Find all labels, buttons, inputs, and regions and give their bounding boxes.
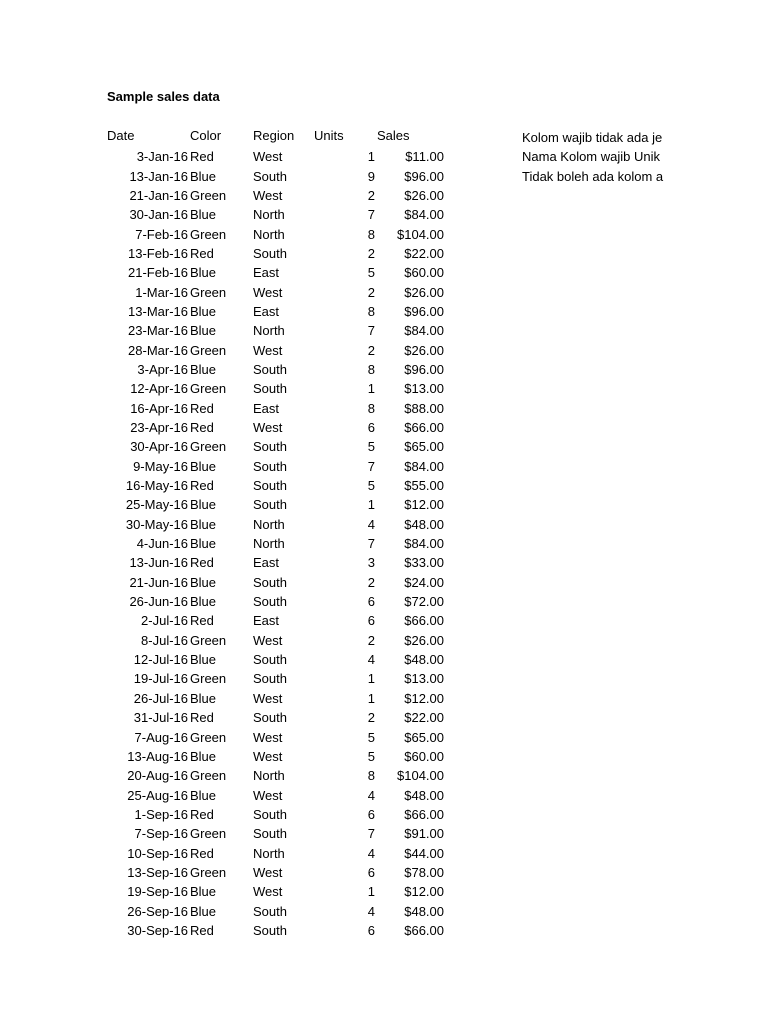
cell-color: Blue [190,516,217,532]
cell-sales: $22.00 [404,245,444,261]
table-row [0,283,768,302]
table-row [0,611,768,630]
cell-sales: $48.00 [404,516,444,532]
cell-units: 2 [367,574,375,590]
table-row [0,863,768,882]
cell-date: 16-Apr-16 [130,400,188,416]
cell-date: 3-Apr-16 [137,361,188,377]
table-row [0,592,768,611]
cell-sales: $84.00 [404,536,444,552]
cell-date: 7-Sep-16 [134,826,188,842]
cell-color: Green [190,284,227,300]
cell-date: 13-Jun-16 [129,555,188,571]
cell-region: North [253,323,285,339]
cell-sales: $84.00 [404,323,444,339]
cell-color: Blue [190,303,217,319]
cell-sales: $96.00 [404,303,444,319]
cell-color: Red [190,478,214,494]
cell-color: Red [190,710,214,726]
cell-color: Blue [190,690,217,706]
cell-date: 20-Aug-16 [127,768,188,784]
cell-region: West [253,748,283,764]
cell-color: Red [190,613,214,629]
cell-region: West [253,149,283,165]
cell-sales: $12.00 [404,884,444,900]
cell-region: South [253,245,287,261]
cell-sales: $44.00 [404,845,444,861]
cell-color: Blue [190,652,217,668]
cell-sales: $55.00 [404,478,444,494]
cell-units: 7 [367,323,375,339]
cell-date: 28-Mar-16 [128,342,188,358]
cell-units: 2 [367,632,375,648]
cell-region: West [253,864,283,880]
cell-date: 12-Apr-16 [130,381,188,397]
sheet-title: Sample sales data [107,89,220,104]
cell-color: Green [190,226,227,242]
cell-units: 5 [367,748,375,764]
cell-date: 13-Sep-16 [127,864,188,880]
cell-date: 19-Sep-16 [127,884,188,900]
cell-color: Blue [190,594,217,610]
cell-date: 13-Jan-16 [129,168,188,184]
cell-units: 7 [367,826,375,842]
cell-sales: $26.00 [404,284,444,300]
cell-date: 9-May-16 [133,458,188,474]
cell-date: 4-Jun-16 [136,536,188,552]
table-row [0,225,768,244]
cell-region: East [253,303,280,319]
header-region: Region [253,128,295,143]
cell-units: 1 [367,884,375,900]
header-date: Date [107,128,135,143]
cell-sales: $66.00 [404,922,444,938]
cell-color: Red [190,555,214,571]
cell-sales: $91.00 [404,826,444,842]
table-row [0,669,768,688]
cell-sales: $48.00 [404,787,444,803]
cell-units: 8 [367,361,375,377]
cell-color: Blue [190,207,217,223]
cell-region: East [253,265,280,281]
cell-date: 30-Sep-16 [127,922,188,938]
notes-column [522,128,768,186]
cell-region: South [253,361,287,377]
table-row [0,437,768,456]
cell-units: 6 [367,806,375,822]
table-row [0,553,768,572]
cell-units: 1 [367,381,375,397]
table-row [0,766,768,785]
cell-date: 26-Sep-16 [127,903,188,919]
cell-color: Green [190,729,227,745]
cell-sales: $66.00 [404,806,444,822]
note-line: Kolom wajib tidak ada je [522,130,663,145]
cell-date: 26-Jul-16 [133,690,188,706]
cell-units: 6 [367,613,375,629]
cell-sales: $104.00 [397,768,444,784]
cell-date: 13-Aug-16 [127,748,188,764]
cell-sales: $13.00 [404,381,444,397]
cell-units: 8 [367,226,375,242]
note-line: Tidak boleh ada kolom a [522,168,664,184]
cell-units: 1 [367,497,375,513]
header-units: Units [314,128,344,143]
cell-sales: $65.00 [404,439,444,455]
cell-color: Red [190,845,214,861]
cell-region: West [253,884,283,900]
cell-sales: $88.00 [404,400,444,416]
cell-sales: $22.00 [404,710,444,726]
header-color: Color [190,128,222,143]
table-row [0,341,768,360]
cell-region: South [253,381,287,397]
table-row [0,515,768,534]
cell-date: 19-Jul-16 [133,671,188,687]
cell-region: South [253,478,287,494]
cell-color: Blue [190,574,217,590]
table-row [0,805,768,824]
sales-table-body [0,147,768,940]
table-row [0,882,768,901]
cell-color: Green [190,342,227,358]
cell-region: North [253,845,285,861]
cell-units: 3 [367,555,375,571]
table-row [0,844,768,863]
cell-units: 8 [367,768,375,784]
table-row [0,631,768,650]
cell-color: Green [190,632,227,648]
table-row [0,921,768,940]
cell-region: North [253,516,285,532]
cell-units: 9 [367,168,375,184]
cell-region: South [253,671,287,687]
cell-date: 31-Jul-16 [133,710,188,726]
cell-units: 7 [367,207,375,223]
note-line: Nama Kolom wajib Unik [522,149,660,165]
cell-sales: $48.00 [404,903,444,919]
cell-date: 25-May-16 [125,497,188,513]
cell-date: 3-Jan-16 [136,149,188,165]
cell-color: Red [190,245,214,261]
cell-units: 4 [367,787,375,803]
cell-units: 7 [367,458,375,474]
cell-units: 6 [367,594,375,610]
table-row [0,360,768,379]
cell-date: 13-Feb-16 [128,245,188,261]
cell-date: 23-Mar-16 [128,323,188,339]
cell-sales: $33.00 [404,555,444,571]
cell-color: Blue [190,323,217,339]
cell-color: Red [190,806,214,822]
cell-sales: $84.00 [404,458,444,474]
table-row [0,302,768,321]
cell-date: 21-Jan-16 [129,187,188,203]
cell-sales: $60.00 [404,265,444,281]
cell-region: West [253,690,283,706]
cell-units: 1 [367,149,375,165]
cell-sales: $66.00 [404,613,444,629]
cell-date: 30-May-16 [125,516,188,532]
cell-date: 13-Mar-16 [128,303,188,319]
cell-color: Blue [190,168,217,184]
cell-units: 6 [367,864,375,880]
cell-sales: $48.00 [404,652,444,668]
cell-color: Blue [190,748,217,764]
cell-region: South [253,652,287,668]
cell-date: 8-Jul-16 [141,632,188,648]
cell-color: Blue [190,361,217,377]
cell-units: 4 [367,652,375,668]
cell-sales: $26.00 [404,632,444,648]
cell-sales: $66.00 [404,420,444,435]
cell-units: 1 [367,671,375,687]
cell-region: South [253,922,287,938]
table-row [0,534,768,553]
cell-region: West [253,420,283,435]
table-row [0,263,768,282]
table-row [0,205,768,224]
cell-region: North [253,768,285,784]
cell-date: 30-Jan-16 [129,207,188,223]
cell-color: Green [190,439,227,455]
table-row [0,650,768,669]
cell-date: 23-Apr-16 [130,420,188,435]
cell-sales: $12.00 [404,690,444,706]
cell-region: North [253,226,285,242]
table-row [0,747,768,766]
table-row [0,418,768,437]
cell-sales: $24.00 [404,574,444,590]
cell-color: Blue [190,265,217,281]
cell-sales: $60.00 [404,748,444,764]
cell-color: Blue [190,787,217,803]
cell-region: South [253,826,287,842]
cell-region: West [253,284,283,300]
cell-units: 1 [367,690,375,706]
cell-region: South [253,497,287,513]
cell-units: 4 [367,516,375,532]
cell-color: Blue [190,497,217,513]
cell-date: 7-Feb-16 [135,226,188,242]
cell-color: Green [190,187,227,203]
cell-date: 2-Jul-16 [141,613,188,629]
cell-region: North [253,536,285,552]
cell-units: 5 [367,729,375,745]
cell-sales: $104.00 [397,226,444,242]
cell-color: Blue [190,536,217,552]
cell-color: Green [190,768,227,784]
cell-date: 21-Feb-16 [128,265,188,281]
cell-sales: $84.00 [404,207,444,223]
cell-color: Green [190,826,227,842]
cell-region: West [253,342,283,358]
cell-color: Red [190,149,214,165]
cell-units: 6 [367,922,375,938]
cell-sales: $65.00 [404,729,444,745]
table-row [0,244,768,263]
table-row [0,399,768,418]
table-row [0,824,768,843]
cell-region: East [253,613,280,629]
cell-date: 1-Sep-16 [134,806,188,822]
cell-sales: $11.00 [405,149,444,165]
table-row [0,379,768,398]
cell-units: 2 [367,284,375,300]
cell-region: South [253,710,287,726]
cell-sales: $96.00 [404,168,444,184]
cell-units: 2 [367,245,375,261]
cell-units: 8 [367,303,375,319]
table-row [0,495,768,514]
table-row [0,186,768,205]
cell-region: West [253,787,283,803]
cell-region: South [253,806,287,822]
cell-date: 30-Apr-16 [130,439,188,455]
table-row [0,476,768,495]
cell-sales: $13.00 [404,671,444,687]
table-row [0,902,768,921]
cell-date: 26-Jun-16 [129,594,188,610]
cell-region: South [253,458,287,474]
cell-color: Red [190,420,214,435]
cell-units: 4 [367,845,375,861]
cell-region: South [253,574,287,590]
cell-region: South [253,439,287,455]
cell-region: South [253,903,287,919]
cell-units: 6 [367,420,375,435]
cell-units: 5 [367,439,375,455]
cell-sales: $26.00 [404,342,444,358]
cell-sales: $72.00 [404,594,444,610]
cell-color: Blue [190,903,217,919]
cell-sales: $26.00 [404,187,444,203]
cell-date: 7-Aug-16 [134,729,188,745]
cell-color: Blue [190,884,217,900]
cell-color: Blue [190,458,217,474]
cell-sales: $96.00 [404,361,444,377]
cell-region: East [253,555,280,571]
cell-region: South [253,594,287,610]
cell-date: 1-Mar-16 [135,284,188,300]
cell-region: North [253,207,285,223]
cell-color: Green [190,671,227,687]
cell-date: 12-Jul-16 [133,652,188,668]
cell-sales: $12.00 [404,497,444,513]
table-row [0,689,768,708]
cell-color: Red [190,922,214,938]
cell-color: Red [190,400,214,416]
cell-sales: $78.00 [404,864,444,880]
header-sales: Sales [377,128,410,143]
cell-region: East [253,400,280,416]
cell-units: 2 [367,187,375,203]
cell-date: 21-Jun-16 [129,574,188,590]
table-row [0,321,768,340]
table-row [0,786,768,805]
cell-date: 16-May-16 [125,478,188,494]
cell-date: 25-Aug-16 [127,787,188,803]
cell-region: West [253,632,283,648]
cell-units: 4 [367,903,375,919]
cell-color: Green [190,381,227,397]
cell-units: 5 [367,478,375,494]
cell-region: West [253,729,283,745]
cell-region: South [253,168,287,184]
cell-units: 2 [367,342,375,358]
cell-date: 10-Sep-16 [127,845,188,861]
table-row [0,708,768,727]
table-row [0,728,768,747]
table-row [0,457,768,476]
cell-units: 5 [367,265,375,281]
cell-units: 2 [367,710,375,726]
cell-units: 8 [367,400,375,416]
cell-units: 7 [367,536,375,552]
cell-region: West [253,187,283,203]
table-row [0,573,768,592]
cell-color: Green [190,864,227,880]
